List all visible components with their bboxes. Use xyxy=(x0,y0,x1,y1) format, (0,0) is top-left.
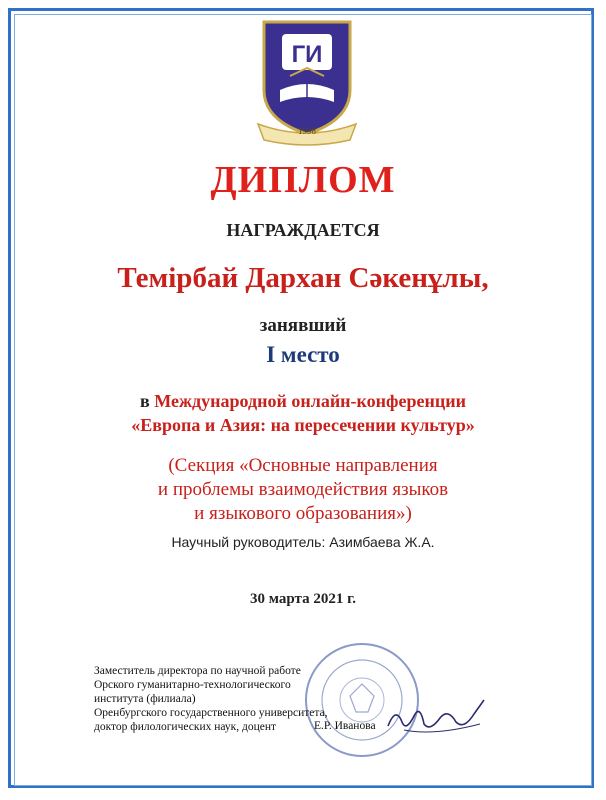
took-label: занявший xyxy=(259,315,347,336)
section-line-3: и языкового образования») xyxy=(194,503,412,524)
crest-year: 1998 xyxy=(298,126,316,136)
signatory-name: Е.Р. Иванова xyxy=(314,720,376,732)
crest-letters: ГИ xyxy=(291,41,323,68)
institute-crest-icon xyxy=(252,16,362,152)
conference-line-2: «Европа и Азия: на пересечении культур» xyxy=(131,415,475,435)
section-line-1: (Секция «Основные направления xyxy=(168,455,438,476)
section-text xyxy=(0,454,606,526)
signatory-line-3: института (филиала) xyxy=(94,693,196,705)
supervisor-line: Научный руководитель: Азимбаева Ж.А. xyxy=(171,534,435,550)
place-label: I место xyxy=(266,342,340,367)
diploma-title: ДИПЛОМ xyxy=(210,159,396,201)
signatory-line-5: доктор филологических наук, доцент xyxy=(94,721,277,733)
conference-line-1 xyxy=(0,391,606,412)
signatory-line-4: Оренбургского государственного университета, xyxy=(94,707,328,719)
recipient-name: Темірбай Дархан Сәкенұлы, xyxy=(117,262,489,294)
signatory-line-1: Заместитель директора по научной работе xyxy=(94,665,301,677)
awarded-label: НАГРАЖДАЕТСЯ xyxy=(226,220,380,240)
conference-prefix: в xyxy=(140,391,150,411)
section-line-2: и проблемы взаимодействия языков xyxy=(157,479,449,500)
handwritten-signature-icon xyxy=(384,692,494,742)
signatory-line-2: Орского гуманитарно-технологического xyxy=(94,679,291,691)
diploma-date: 30 марта 2021 г. xyxy=(250,591,356,607)
conference-name: Международной онлайн-конференции xyxy=(154,391,466,411)
